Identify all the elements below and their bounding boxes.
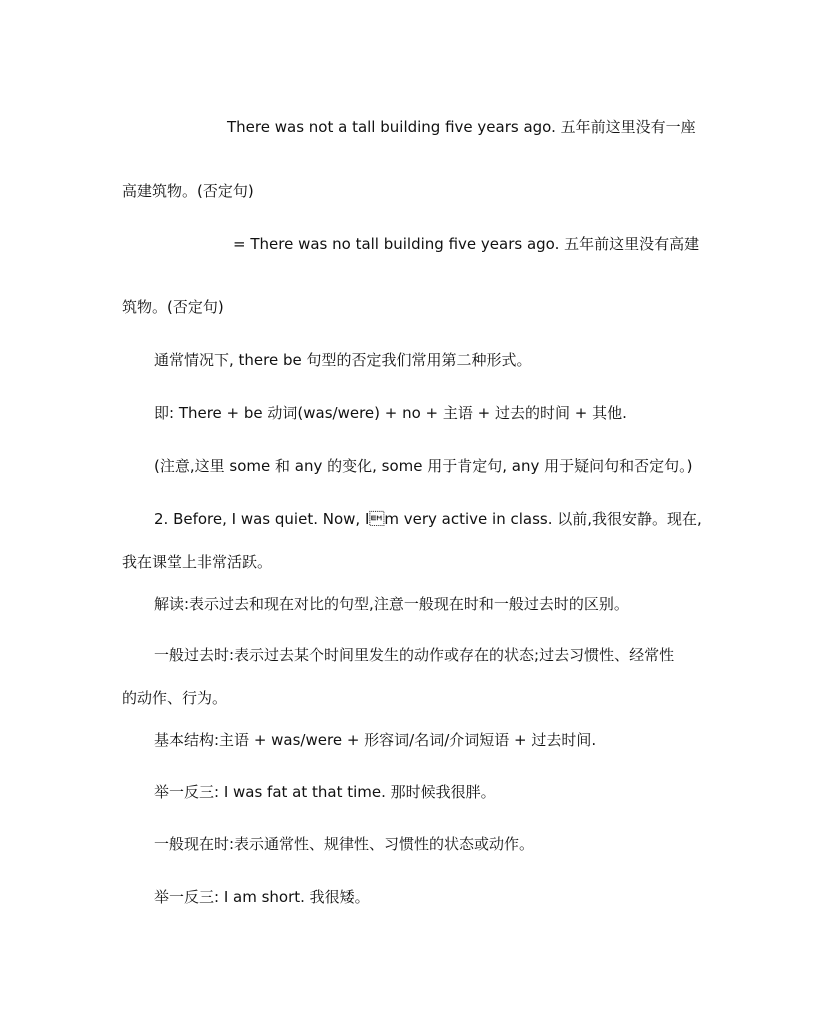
text-line-10: 解读:表示过去和现在对比的句型,注意一般现在时和一般过去时的区别。 [154,595,629,613]
text-line-6: 即: There + be 动词(was/were) + no + 主语 + 过去的时间 + 其他. [154,404,627,422]
text-line-12: 的动作、行为。 [122,689,228,707]
text-line-1: There was not a tall building five years ago. 五年前这里没有一座 [227,118,696,136]
text-line-16: 举一反三: I am short. 我很矮。 [154,888,370,906]
text-line-5: 通常情况下, there be 句型的否定我们常用第二种形式。 [154,351,532,369]
text-line-11: 一般过去时:表示过去某个时间里发生的动作或存在的状态;过去习惯性、经常性 [154,646,675,664]
text-line-7: (注意,这里 some 和 any 的变化, some 用于肯定句, any 用于疑问句和否定句。) [154,457,693,475]
text-line-15: 一般现在时:表示通常性、规律性、习惯性的状态或动作。 [154,835,535,853]
text-line-8: 2. Before, I was quiet. Now, Im very active in class. 以前,我很安静。现在, [154,510,702,528]
text-line-14: 举一反三: I was fat at that time. 那时候我很胖。 [154,783,496,801]
text-line-9: 我在课堂上非常活跃。 [122,553,273,571]
text-line-13: 基本结构:主语 + was/were + 形容词/名词/介词短语 + 过去时间. [154,731,597,749]
text-line-2: 高建筑物。(否定句) [122,182,254,200]
text-line-4: 筑物。(否定句) [122,298,224,316]
text-line-3: = There was no tall building five years ago. 五年前这里没有高建 [233,235,700,253]
